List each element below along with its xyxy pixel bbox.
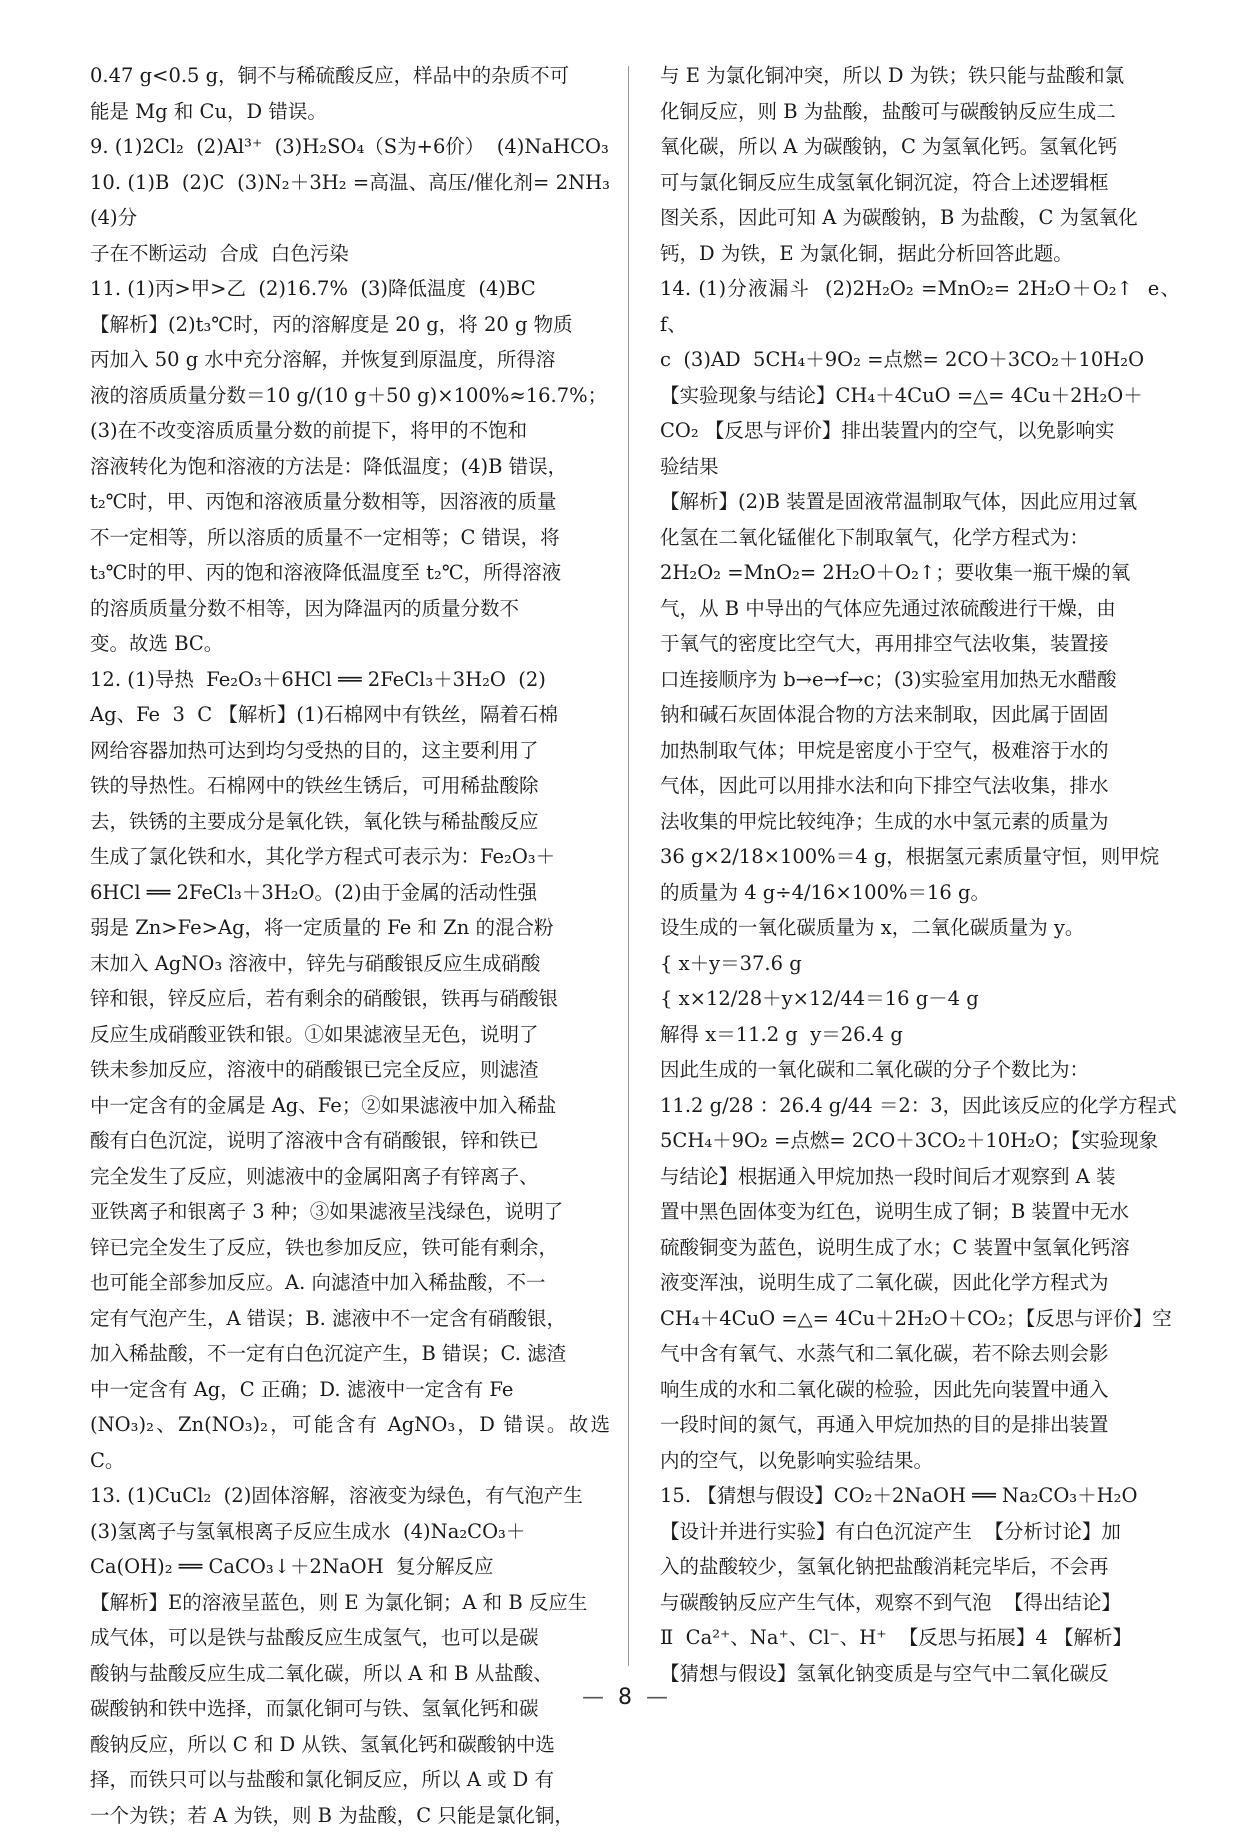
text-line: CH₄＋4CuO =△= 4Cu＋2H₂O＋CO₂；【反思与评价】空	[660, 1301, 1180, 1337]
text-line: 图关系，因此可知 A 为碳酸钠，B 为盐酸，C 为氢氧化	[660, 200, 1180, 236]
text-line: 加热制取气体；甲烷是密度小于空气，极难溶于水的	[660, 733, 1180, 769]
text-line: 锌已完全发生了反应，铁也参加反应，铁可能有剩余，	[90, 1230, 610, 1266]
text-line: (3)氢离子与氢氧根离子反应生成水 (4)Na₂CO₃＋	[90, 1514, 610, 1550]
text-line: 网给容器加热可达到均匀受热的目的，这主要利用了	[90, 733, 610, 769]
text-line: 加入稀盐酸，不一定有白色沉淀产生，B 错误；C. 滤渣	[90, 1336, 610, 1372]
text-line: 10. (1)B (2)C (3)N₂＋3H₂ =高温、高压/催化剂= 2NH₃ (4)分	[90, 165, 610, 236]
text-line: 2H₂O₂ =MnO₂= 2H₂O＋O₂↑；要收集一瓶干燥的氧	[660, 555, 1180, 591]
text-line: 化铜反应，则 B 为盐酸，盐酸可与碳酸钠反应生成二	[660, 94, 1180, 130]
text-line: 中一定含有 Ag，C 正确；D. 滤液中一定含有 Fe	[90, 1372, 610, 1408]
text-line: 【实验现象与结论】CH₄＋4CuO =△= 4Cu＋2H₂O＋	[660, 378, 1180, 414]
text-line: 定有气泡产生，A 错误；B. 滤液中不一定含有硝酸银，	[90, 1301, 610, 1337]
text-line: 不一定相等，所以溶质的质量不一定相等；C 错误，将	[90, 520, 610, 556]
text-line: 去，铁锈的主要成分是氧化铁，氧化铁与稀盐酸反应	[90, 804, 610, 840]
text-line: t₂℃时，甲、丙饱和溶液质量分数相等，因溶液的质量	[90, 484, 610, 520]
text-line: 也可能全部参加反应。A. 向滤渣中加入稀盐酸，不一	[90, 1265, 610, 1301]
text-line: 设生成的一氧化碳质量为 x，二氧化碳质量为 y。	[660, 910, 1180, 946]
text-line: 置中黑色固体变为红色，说明生成了铜；B 装置中无水	[660, 1194, 1180, 1230]
text-line: 液的溶质质量分数＝10 g/(10 g＋50 g)×100%≈16.7%；	[90, 378, 610, 414]
text-line: 响生成的水和二氧化碳的检验，因此先向装置中通入	[660, 1372, 1180, 1408]
text-line: 11.2 g/28 ：26.4 g/44 ＝2：3，因此该反应的化学方程式	[660, 1088, 1180, 1124]
text-line: 法收集的甲烷比较纯净；生成的水中氢元素的质量为	[660, 804, 1180, 840]
text-line: 口连接顺序为 b→e→f→c；(3)实验室用加热无水醋酸	[660, 662, 1180, 698]
text-line: 内的空气，以免影响实验结果。	[660, 1443, 1180, 1479]
text-line: 一个为铁；若 A 为铁，则 B 为盐酸，C 只能是氯化铜，	[90, 1798, 610, 1833]
text-line: 钙，D 为铁，E 为氯化铜，据此分析回答此题。	[660, 236, 1180, 272]
text-line: Ag、Fe 3 C 【解析】(1)石棉网中有铁丝，隔着石棉	[90, 697, 610, 733]
text-line: 5CH₄＋9O₂ =点燃= 2CO＋3CO₂＋10H₂O；【实验现象	[660, 1123, 1180, 1159]
text-line: 酸有白色沉淀，说明了溶液中含有硝酸银，锌和铁已	[90, 1123, 610, 1159]
text-line: 成气体，可以是铁与盐酸反应生成氢气，也可以是碳	[90, 1620, 610, 1656]
text-line: 化氢在二氧化锰催化下制取氧气，化学方程式为：	[660, 520, 1180, 556]
text-line: 子在不断运动 合成 白色污染	[90, 236, 610, 272]
text-line: 因此生成的一氧化碳和二氧化碳的分子个数比为：	[660, 1052, 1180, 1088]
text-line: 气体，因此可以用排水法和向下排空气法收集，排水	[660, 768, 1180, 804]
text-line: 一段时间的氮气，再通入甲烷加热的目的是排出装置	[660, 1407, 1180, 1443]
text-line: 生成了氯化铁和水，其化学方程式可表示为：Fe₂O₃＋	[90, 839, 610, 875]
text-line: 铁的导热性。石棉网中的铁丝生锈后，可用稀盐酸除	[90, 768, 610, 804]
text-line: 变。故选 BC。	[90, 626, 610, 662]
text-line: CO₂ 【反思与评价】排出装置内的空气，以免影响实	[660, 413, 1180, 449]
text-line: 硫酸铜变为蓝色，说明生成了水；C 装置中氢氧化钙溶	[660, 1230, 1180, 1266]
right-column	[660, 58, 1180, 1691]
text-line: 反应生成硝酸亚铁和银。①如果滤液呈无色，说明了	[90, 1017, 610, 1053]
text-line: 锌和银，锌反应后，若有剩余的硝酸银，铁再与硝酸银	[90, 981, 610, 1017]
text-line: 12. (1)导热 Fe₂O₃＋6HCl ══ 2FeCl₃＋3H₂O (2)	[90, 662, 610, 698]
text-line: 完全发生了反应，则滤液中的金属阳离子有锌离子、	[90, 1159, 610, 1195]
text-line: 【设计并进行实验】有白色沉淀产生 【分析讨论】加	[660, 1514, 1180, 1550]
text-line: 与碳酸钠反应产生气体，观察不到气泡 【得出结论】	[660, 1585, 1180, 1621]
text-line: 丙加入 50 g 水中充分溶解，并恢复到原温度，所得溶	[90, 342, 610, 378]
text-line: 验结果	[660, 449, 1180, 485]
text-line: 能是 Mg 和 Cu，D 错误。	[90, 94, 610, 130]
text-line: 的溶质质量分数不相等，因为降温丙的质量分数不	[90, 591, 610, 627]
text-line: 14. (1)分液漏斗 (2)2H₂O₂ =MnO₂= 2H₂O＋O₂↑ e、f、	[660, 271, 1180, 342]
text-line: 与结论】根据通入甲烷加热一段时间后才观察到 A 装	[660, 1159, 1180, 1195]
text-line: 液变浑浊，说明生成了二氧化碳，因此化学方程式为	[660, 1265, 1180, 1301]
text-line: { x＋y＝37.6 g	[660, 946, 1180, 982]
text-line: Ca(OH)₂ ══ CaCO₃↓＋2NaOH 复分解反应	[90, 1549, 610, 1585]
text-line: 36 g×2/18×100%＝4 g，根据氢元素质量守恒，则甲烷	[660, 839, 1180, 875]
text-line: 与 E 为氯化铜冲突，所以 D 为铁；铁只能与盐酸和氯	[660, 58, 1180, 94]
text-line: 15. 【猜想与假设】CO₂＋2NaOH ══ Na₂CO₃＋H₂O	[660, 1478, 1180, 1514]
text-line: 溶液转化为饱和溶液的方法是：降低温度；(4)B 错误，	[90, 449, 610, 485]
text-line: 碳酸钠和铁中选择，而氯化铜可与铁、氢氧化钙和碳	[90, 1691, 610, 1727]
page-number: — 8 —	[0, 1685, 1250, 1710]
text-line: 中一定含有的金属是 Ag、Fe；②如果滤液中加入稀盐	[90, 1088, 610, 1124]
text-line: 11. (1)丙>甲>乙 (2)16.7% (3)降低温度 (4)BC	[90, 271, 610, 307]
text-line: Ⅱ Ca²⁺、Na⁺、Cl⁻、H⁺ 【反思与拓展】4 【解析】	[660, 1620, 1180, 1656]
page-number-value: 8	[618, 1685, 632, 1710]
text-line: 6HCl ══ 2FeCl₃＋3H₂O。(2)由于金属的活动性强	[90, 875, 610, 911]
text-line: 13. (1)CuCl₂ (2)固体溶解，溶液变为绿色，有气泡产生	[90, 1478, 610, 1514]
text-line: 【猜想与假设】氢氧化钠变质是与空气中二氧化碳反	[660, 1656, 1180, 1692]
text-line: 气，从 B 中导出的气体应先通过浓硫酸进行干燥，由	[660, 591, 1180, 627]
text-line: { x×12/28＋y×12/44＝16 g－4 g	[660, 981, 1180, 1017]
text-line: 解得 x＝11.2 g y＝26.4 g	[660, 1017, 1180, 1053]
text-line: 气中含有氧气、水蒸气和二氧化碳，若不除去则会影	[660, 1336, 1180, 1372]
text-line: c (3)AD 5CH₄＋9O₂ =点燃= 2CO＋3CO₂＋10H₂O	[660, 342, 1180, 378]
text-line: 酸钠与盐酸反应生成二氧化碳，所以 A 和 B 从盐酸、	[90, 1656, 610, 1692]
text-line: (3)在不改变溶质质量分数的前提下，将甲的不饱和	[90, 413, 610, 449]
text-line: 于氧气的密度比空气大，再用排空气法收集，装置接	[660, 626, 1180, 662]
text-line: 0.47 g<0.5 g，铜不与稀硫酸反应，样品中的杂质不可	[90, 58, 610, 94]
text-line: 入的盐酸较少，氢氧化钠把盐酸消耗完毕后，不会再	[660, 1549, 1180, 1585]
text-line: 氧化碳，所以 A 为碳酸钠，C 为氢氧化钙。氢氧化钙	[660, 129, 1180, 165]
text-line: 可与氯化铜反应生成氢氧化铜沉淀，符合上述逻辑框	[660, 165, 1180, 201]
text-line: 【解析】E的溶液呈蓝色，则 E 为氯化铜；A 和 B 反应生	[90, 1585, 610, 1621]
text-line: 的质量为 4 g÷4/16×100%＝16 g。	[660, 875, 1180, 911]
column-divider	[628, 66, 629, 1666]
text-line: 末加入 AgNO₃ 溶液中，锌先与硝酸银反应生成硝酸	[90, 946, 610, 982]
text-line: 9. (1)2Cl₂ (2)Al³⁺ (3)H₂SO₄（S为+6价） (4)NaHCO₃	[90, 129, 610, 165]
text-line: 亚铁离子和银离子 3 种；③如果滤液呈浅绿色，说明了	[90, 1194, 610, 1230]
text-line: 酸钠反应，所以 C 和 D 从铁、氢氧化钙和碳酸钠中选	[90, 1727, 610, 1763]
text-line: 钠和碱石灰固体混合物的方法来制取，因此属于固固	[660, 697, 1180, 733]
text-line: (NO₃)₂、Zn(NO₃)₂，可能含有 AgNO₃，D 错误。故选 C。	[90, 1407, 610, 1478]
text-line: 【解析】(2)t₃℃时，丙的溶解度是 20 g，将 20 g 物质	[90, 307, 610, 343]
text-line: t₃℃时的甲、丙的饱和溶液降低温度至 t₂℃，所得溶液	[90, 555, 610, 591]
text-line: 弱是 Zn>Fe>Ag，将一定质量的 Fe 和 Zn 的混合粉	[90, 910, 610, 946]
text-line: 铁未参加反应，溶液中的硝酸银已完全反应，则滤渣	[90, 1052, 610, 1088]
left-column	[90, 58, 610, 1833]
text-line: 择，而铁只可以与盐酸和氯化铜反应，所以 A 或 D 有	[90, 1762, 610, 1798]
text-line: 【解析】(2)B 装置是固液常温制取气体，因此应用过氧	[660, 484, 1180, 520]
